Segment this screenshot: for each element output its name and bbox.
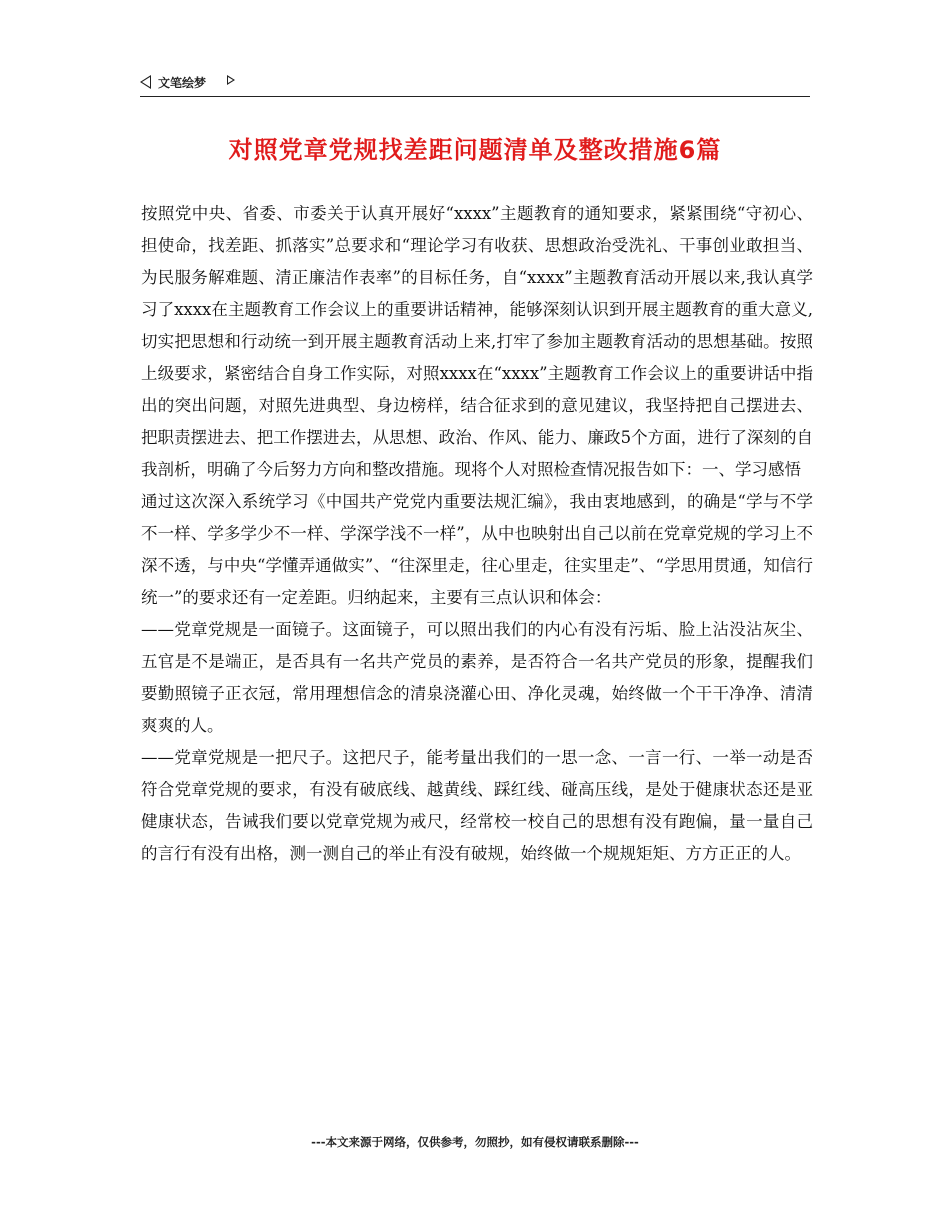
right-triangle-icon — [227, 75, 235, 85]
paragraph-mirror: ——党章党规是一面镜子。这面镜子，可以照出我们的内心有没有污垢、脸上沾没沾灰尘、五官是不是端正，是否具有一名共产党员的素养，是否符合一名共产党员的形象，提醒我们要勤照镜子正衣冠，常用理想信念的清泉浇灌心田、净化灵魂，始终做一个干干净净、清清爽爽的人。 — [141, 620, 813, 735]
document-body — [141, 198, 813, 870]
left-triangle-icon — [140, 75, 151, 89]
paragraph-study: 通过这次深入系统学习《中国共产党党内重要法规汇编》，我由衷地感到，的确是“学与不学不一样、学多学少不一样、学深学浅不一样”，从中也映射出自己以前在党章党规的学习上不深不透，与中央“学懂弄通做实”、“往深里走，往心里走，往实里走”、“学思用贯通，知信行统一”的要求还有一定差距。归纳起来，主要有三点认识和体会： — [141, 492, 813, 607]
document-title: 对照党章党规找差距问题清单及整改措施6篇 — [228, 136, 722, 164]
page-header — [140, 72, 810, 97]
paragraph-intro: 按照党中央、省委、市委关于认真开展好“xxxx”主题教育的通知要求，紧紧围绕“守初心、担使命，找差距、抓落实”总要求和“理论学习有收获、思想政治受洗礼、干事创业敢担当、为民服务解难题、清正廉洁作表率”的目标任务，自“xxxx”主题教育活动开展以来,我认真学习了xxxx在主题教育工作会议上的重要讲话精神，能够深刻认识到开展主题教育的重大意义,切实把思想和行动统一到开展主题教育活动上来,打牢了参加主题教育活动的思想基础。按照上级要求，紧密结合自身工作实际，对照xxxx在“xxxx”主题教育工作会议上的重要讲话中指出的突出问题，对照先进典型、身边榜样，结合征求到的意见建议，我坚持把自己摆进去、把职责摆进去、把工作摆进去，从思想、政治、作风、能力、廉政5个方面，进行了深刻的自我剖析，明确了今后努力方向和整改措施。现将个人对照检查情况报告如下：一、学习感悟 — [141, 204, 813, 479]
paragraph-ruler: ——党章党规是一把尺子。这把尺子，能考量出我们的一思一念、一言一行、一举一动是否符合党章党规的要求，有没有破底线、越黄线、踩红线、碰高压线，是处于健康状态还是亚健康状态，告诫我们要以党章党规为戒尺，经常校一校自己的思想有没有跑偏，量一量自己的言行有没有出格，测一测自己的举止有没有破规，始终做一个规规矩矩、方方正正的人。 — [141, 748, 813, 863]
header-brand: 文笔绘梦 — [158, 76, 207, 90]
page-footer: ---本文来源于网络，仅供参考，勿照抄，如有侵权请联系删除--- — [311, 1135, 639, 1149]
